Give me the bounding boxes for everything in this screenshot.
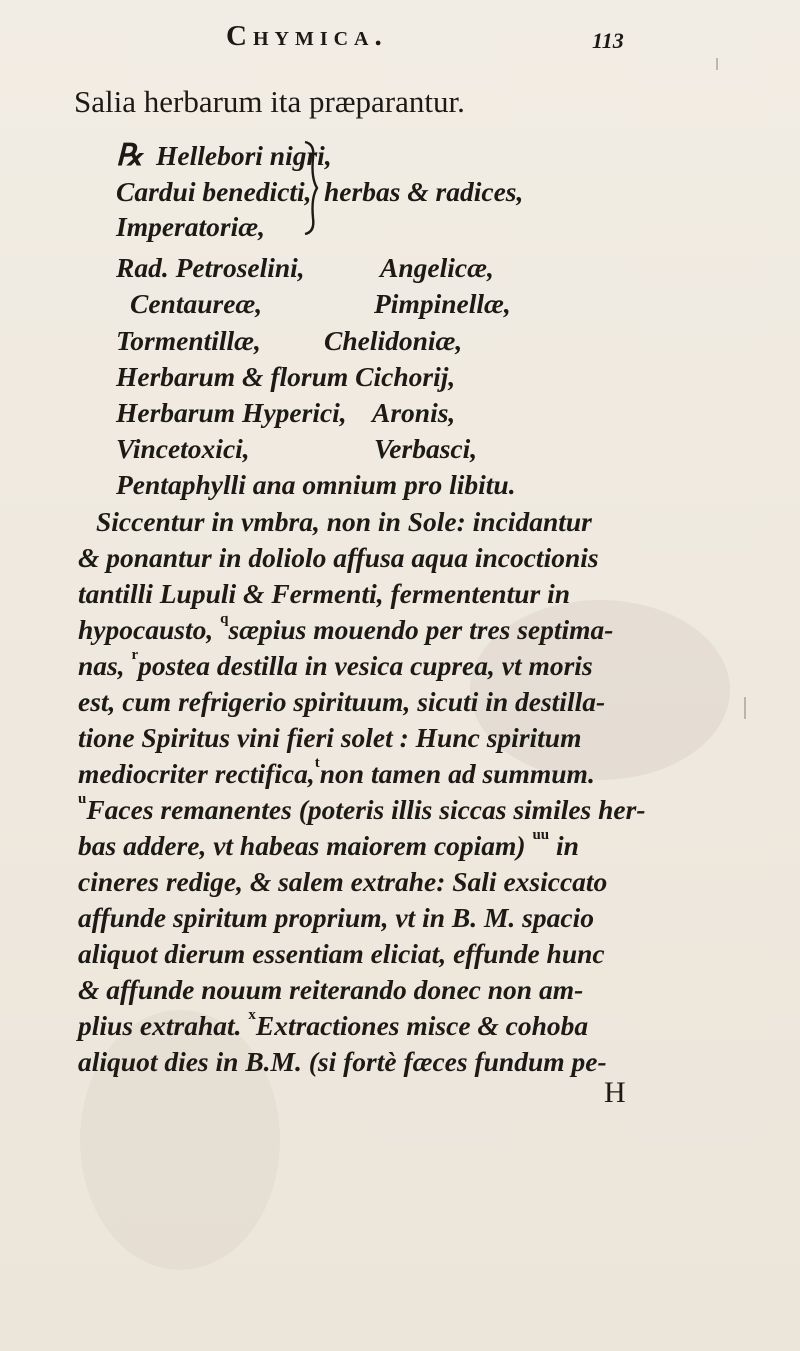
running-header: Chymica. xyxy=(226,20,388,52)
text-line: bas addere, vt habeas maiorem copiam) $^{uu}$ in xyxy=(78,827,579,861)
text-line: Hellebori nigri, xyxy=(156,140,332,171)
text-line: Vincetoxici, xyxy=(116,433,250,464)
footnote-marker: r xyxy=(131,647,139,663)
text-line: Cardui benedicti, xyxy=(116,176,312,207)
text-line: hypocausto, $^q$sæpius mouendo per tres septima- xyxy=(78,611,614,645)
footnote-marker: u xyxy=(78,791,87,807)
footnote-marker: uu xyxy=(532,827,550,843)
text-line: affunde spiritum proprium, vt in B. M. spacio xyxy=(78,902,594,933)
text-line: cineres redige, & salem extrahe: Sali exsiccato xyxy=(78,866,608,897)
text-line: Siccentur in vmbra, non in Sole: incidantur xyxy=(96,506,592,537)
text-line: aliquot dierum essentiam eliciat, effunde hunc xyxy=(78,938,605,969)
footnote-marker: t xyxy=(314,755,320,771)
text-line: Imperatoriæ, xyxy=(116,211,265,242)
footnote-marker: q xyxy=(220,611,229,627)
text-line: Pentaphylli ana omnium pro libitu. xyxy=(116,469,516,500)
signature-mark: H xyxy=(604,1076,626,1109)
footnote-marker: x xyxy=(248,1007,256,1023)
text-line: nas, $^r$postea destilla in vesica cuprea, vt moris xyxy=(78,647,593,681)
text-line: Rad. Petroselini, xyxy=(116,252,305,283)
text-line: tantilli Lupuli & Fermenti, fermententur in xyxy=(78,578,571,609)
recipe-symbol: ℞ xyxy=(116,139,143,172)
text-line: plius extrahat. $^x$Extractiones misce & cohoba xyxy=(78,1007,589,1041)
text-line: Herbarum & florum Cichorij, xyxy=(116,361,456,392)
text-line: Pimpinellæ, xyxy=(374,288,511,319)
text-line: mediocriter rectifica,$^t$non tamen ad summum. xyxy=(78,755,595,789)
text-line: Angelicæ, xyxy=(380,252,494,283)
text-line: $^u$Faces remanentes (poteris illis siccas similes her- xyxy=(78,791,646,825)
text-line: Tormentillæ, xyxy=(116,325,261,356)
text-line: Chelidoniæ, xyxy=(324,325,463,356)
section-heading: Salia herbarum ita præparantur. xyxy=(74,84,465,119)
text-line: Herbarum Hyperici, xyxy=(116,397,347,428)
text-line: tione Spiritus vini fieri solet : Hunc spiritum xyxy=(78,722,582,753)
text-line: Centaureæ, xyxy=(130,288,263,319)
text-line: aliquot dies in B.M. (si fortè fæces fundum pe- xyxy=(78,1046,607,1077)
text-line: Verbasci, xyxy=(374,433,478,464)
page-number: 113 xyxy=(592,28,624,53)
text-line: herbas & radices, xyxy=(324,176,524,207)
margin-mark xyxy=(744,697,746,719)
text-line: & ponantur in doliolo affusa aqua incoctionis xyxy=(78,542,599,573)
text-line: & affunde nouum reiterando donec non am- xyxy=(78,974,584,1005)
text-line: est, cum refrigerio spirituum, sicuti in destilla- xyxy=(78,686,606,717)
margin-mark xyxy=(716,58,718,70)
text-line: Aronis, xyxy=(372,397,456,428)
